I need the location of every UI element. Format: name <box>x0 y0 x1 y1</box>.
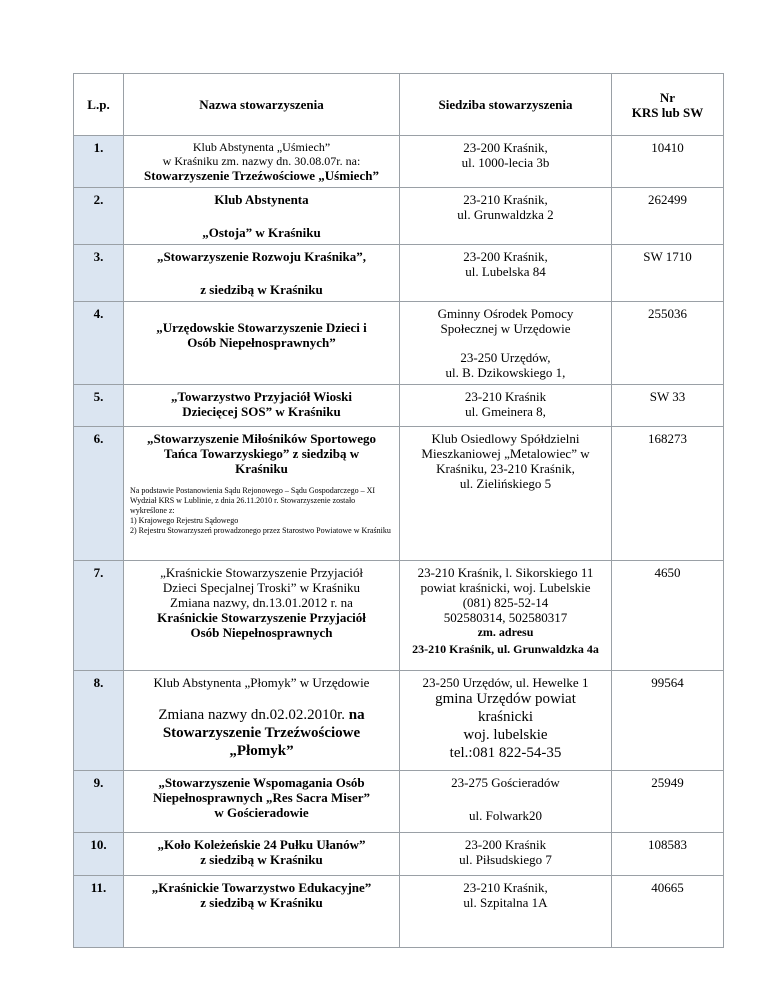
row-number: 3. <box>74 245 124 302</box>
krs-number: 168273 <box>612 427 724 561</box>
header-row <box>74 74 724 136</box>
table-row <box>74 876 724 948</box>
krs-number: SW 1710 <box>612 245 724 302</box>
association-address: 23-200 Kraśnik, ul. Lubelska 84 <box>400 245 612 302</box>
header-lp: L.p. <box>74 74 124 136</box>
krs-number: 108583 <box>612 833 724 876</box>
table-row <box>74 833 724 876</box>
row-number: 5. <box>74 385 124 427</box>
header-krs: Nr KRS lub SW <box>612 74 724 136</box>
association-name: „Stowarzyszenie Miłośników Sportowego Tańca Towarzyskiego” z siedzibą w Kraśniku Na podstawie Postanowienia Sądu Rejonowego – Sądu Gospodarczego – XI Wydział KRS w Lublinie, z dnia 26.11.2010 r. Stowarzyszenie zostało wykreślone z: 1) Krajowego Rejestru Sądowego 2) Rejestru Stowarzyszeń prowadzonego przez Starostwo Powiatowe w Kraśniku <box>124 427 400 561</box>
association-name: Klub Abstynenta „Uśmiech” w Kraśniku zm. nazwy dn. 30.08.07r. na: Stowarzyszenie Trzeźwościowe „Uśmiech” <box>124 136 400 188</box>
association-address: 23-275 Gościeradów ul. Folwark20 <box>400 771 612 833</box>
row-number: 10. <box>74 833 124 876</box>
header-name: Nazwa stowarzyszenia <box>124 74 400 136</box>
krs-number: 99564 <box>612 671 724 771</box>
table-row <box>74 188 724 245</box>
krs-number: 4650 <box>612 561 724 671</box>
association-name: „Towarzystwo Przyjaciół Wioski Dziecięcej SOS” w Kraśniku <box>124 385 400 427</box>
association-address: Gminny Ośrodek Pomocy Społecznej w Urzędowie 23-250 Urzędów, ul. B. Dzikowskiego 1, <box>400 302 612 385</box>
row-number: 4. <box>74 302 124 385</box>
association-name: „Urzędowskie Stowarzyszenie Dzieci i Osób Niepełnosprawnych” <box>124 302 400 385</box>
table-row <box>74 302 724 385</box>
association-address: 23-210 Kraśnik, ul. Grunwaldzka 2 <box>400 188 612 245</box>
association-address: 23-250 Urzędów, ul. Hewelke 1 gmina Urzędów powiat kraśnicki woj. lubelskie tel.:081 822-54-35 <box>400 671 612 771</box>
association-address: 23-210 Kraśnik ul. Gmeinera 8, <box>400 385 612 427</box>
association-address: Klub Osiedlowy Spółdzielni Mieszkaniowej „Metalowiec” w Kraśniku, 23-210 Kraśnik, ul. Zielińskiego 5 <box>400 427 612 561</box>
association-address: 23-200 Kraśnik ul. Piłsudskiego 7 <box>400 833 612 876</box>
row-number: 7. <box>74 561 124 671</box>
table-row <box>74 245 724 302</box>
association-name: Klub Abstynenta „Płomyk” w Urzędowie Zmiana nazwy dn.02.02.2010r. na Stowarzyszenie Trzeźwościowe „Płomyk” <box>124 671 400 771</box>
row-number: 11. <box>74 876 124 948</box>
association-name: „Kraśnickie Towarzystwo Edukacyjne” z siedzibą w Kraśniku <box>124 876 400 948</box>
row-number: 6. <box>74 427 124 561</box>
association-name: „Kraśnickie Stowarzyszenie Przyjaciół Dzieci Specjalnej Troski” w Kraśniku Zmiana nazwy, dn.13.01.2012 r. na Kraśnickie Stowarzyszenie Przyjaciół Osób Niepełnosprawnych <box>124 561 400 671</box>
association-name: Klub Abstynenta „Ostoja” w Kraśniku <box>124 188 400 245</box>
deregistration-note: Na podstawie Postanowienia Sądu Rejonowego – Sądu Gospodarczego – XI Wydział KRS w Lublinie, z dnia 26.11.2010 r. Stowarzyszenie zostało wykreślone z: 1) Krajowego Rejestru Sądowego 2) Rejestru Stowarzyszeń prowadzonego przez Starostwo Powiatowe w Kraśniku <box>130 486 391 535</box>
header-seat: Siedziba stowarzyszenia <box>400 74 612 136</box>
association-name: „Koło Koleżeńskie 24 Pułku Ułanów” z siedzibą w Kraśniku <box>124 833 400 876</box>
association-name: „Stowarzyszenie Wspomagania Osób Niepełnosprawnych „Res Sacra Miser” w Gościeradowie <box>124 771 400 833</box>
krs-number: 25949 <box>612 771 724 833</box>
association-address: 23-210 Kraśnik, ul. Szpitalna 1A <box>400 876 612 948</box>
krs-number: SW 33 <box>612 385 724 427</box>
krs-number: 40665 <box>612 876 724 948</box>
table-row <box>74 385 724 427</box>
krs-number: 262499 <box>612 188 724 245</box>
table-row <box>74 427 724 561</box>
table-row <box>74 671 724 771</box>
table-row <box>74 136 724 188</box>
association-name: „Stowarzyszenie Rozwoju Kraśnika”, z siedzibą w Kraśniku <box>124 245 400 302</box>
association-address: 23-210 Kraśnik, l. Sikorskiego 11 powiat kraśnicki, woj. Lubelskie (081) 825-52-14 502580314, 502580317 zm. adresu 23-210 Kraśnik, ul. Grunwaldzka 4a <box>400 561 612 671</box>
association-address: 23-200 Kraśnik, ul. 1000-lecia 3b <box>400 136 612 188</box>
row-number: 1. <box>74 136 124 188</box>
row-number: 9. <box>74 771 124 833</box>
row-number: 2. <box>74 188 124 245</box>
associations-table <box>73 73 724 948</box>
table-row <box>74 771 724 833</box>
krs-number: 10410 <box>612 136 724 188</box>
table-row <box>74 561 724 671</box>
row-number: 8. <box>74 671 124 771</box>
krs-number: 255036 <box>612 302 724 385</box>
